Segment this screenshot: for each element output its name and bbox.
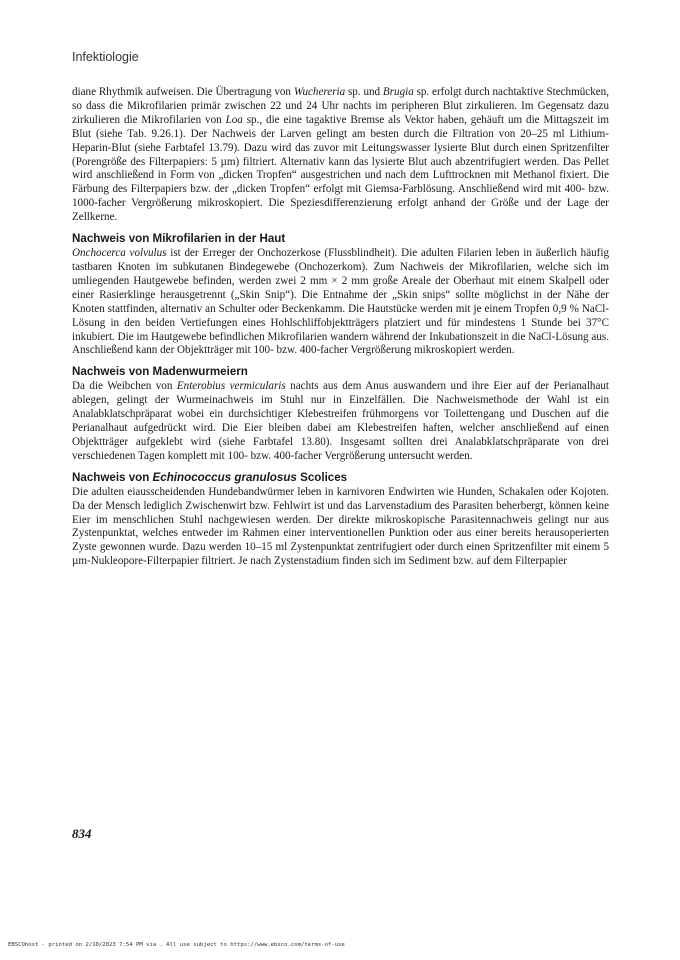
paragraph-cyst-puncture xyxy=(72,486,609,569)
italic-term: Echinococcus granulosus xyxy=(152,470,297,484)
italic-term: Wuchereria xyxy=(293,86,346,98)
italic-term: Enterobius vermicularis xyxy=(176,380,286,393)
italic-term: Onchocerca volvulus xyxy=(72,247,167,260)
body-text xyxy=(72,86,609,569)
text-run: sp. erfolgt durch nachtaktive Stechmücken, so dass die Mikrofilarien primär zwischen 22 und 24 Uhr nachts im peripheren Blut zirkulieren. Im Gegensatz dazu zirkulieren die Mikrofilarien von xyxy=(72,86,609,126)
text-run: sp. und xyxy=(345,86,383,98)
italic-term: Loa xyxy=(225,113,243,126)
page-number: 834 xyxy=(72,826,92,841)
text-run: Nachweis von Madenwurmeiern xyxy=(72,365,248,379)
footer-print-note: EBSCOhost - printed on 2/10/2023 7:54 PM via . All use subject to https://www.ebsco.com/terms-of-use xyxy=(8,942,345,948)
heading-echinococcus xyxy=(72,470,609,485)
paragraph-skin-snip xyxy=(72,247,609,358)
text-run: Nachweis von Mikrofilarien in der Haut xyxy=(72,232,286,246)
text-run: ist der Erreger der Onchozerkose (Flussblindheit). Die adulten Filarien leben in äußerlich häufig tastbaren Knoten im subkutanen Bindegewebe (Onchozerkom). Zum Nachweis der Mikrofilarien, welche sich im umliegenden Hautgewebe befinden, werden zwei 2 mm × 2 mm große Areale der Oberhaut mit einem Skalpell oder einer Rasierklinge herausgetrennt („Skin Snip“). Die Entnahme der „Skin snips“ sollte möglichst in der Nähe der Knoten stattfinden, alternativ an Schulter oder Beckenkamm. Die Hautstücke werden mit je einem Tropfen 0,9 % NaCl-Lösung in den beiden Vertiefungen eines Hohlschliffobjektträgers platziert und für mindestens 1 Stunde bei 37°C inkubiert. Die im Hautgewebe befindlichen Mikrofilarien wandern während der Inkubationszeit in die NaCl-Lösung aus. Anschließend kann der Objektträger mit 100- bzw. 400-facher Vergrößerung mikroskopiert werden. xyxy=(72,247,610,357)
text-run: sp., die eine tagaktive Bremse als Vektor haben, gehäuft um die Mittagszeit im Blut (siehe Tab. 9.26.1). Der Nachweis der Larven gelingt am besten durch die Filtration von 20–25 ml Lithium-Heparin-Blut (siehe Farbtafel 13.79). Dazu wird das zuvor mit Leitungswasser lysierte Blut durch einen Spritzenfilter (Porengröße des Filterpapiers: 5 µm) filtriert. Alternativ kann das lysierte Blut auch abzentrifugiert werden. Das Pellet wird anschließend in Form von „dicken Tropfen“ ausgestrichen und nach dem Lufttrocknen mit Methanol fixiert. Die Färbung des Filterpapiers bzw. der „dicken Tropfen“ erfolgt mit Giemsa-Farblösung. Anschließend wird mit 400- bzw. 1000-facher Vergrößerung mikroskopiert. Die Speziesdifferenzierung erfolgt anhand der Größe und der Lage der Zellkerne. xyxy=(72,113,609,224)
text-run: Scolices xyxy=(296,470,348,484)
text-run: Nachweis von xyxy=(72,470,153,484)
heading-pinworm-eggs xyxy=(72,364,609,379)
paragraph-tape-test xyxy=(72,380,609,463)
italic-term: Brugia xyxy=(382,86,414,98)
paragraph-blood-filtration xyxy=(72,86,609,225)
text-run: Da die Weibchen von xyxy=(72,380,177,393)
text-run: diane Rhythmik aufweisen. Die Übertragung von xyxy=(72,86,294,98)
running-head: Infektiologie xyxy=(72,50,139,64)
text-run: Die adulten eiausscheidenden Hundebandwürmer leben in karnivoren Endwirten wie Hunden, Schakalen oder Kojoten. Da der Mensch lediglich Zwischenwirt bzw. Fehlwirt ist und das Larvenstadium des Parasiten beherbergt, können keine Eier im menschlichen Stuhl nachgewiesen werden. Der direkte mikroskopische Parasitennachweis gelingt nur aus Zystenpunktat, welches entweder im Rahmen einer interventionellen Punktion oder aus einer bereits herausoperierten Zyste gewonnen wurde. Dazu werden 10–15 ml Zystenpunktat zentrifugiert oder durch einen Spritzenfilter mit einem 5 µm-Nukleopore-Filterpapier filtriert. Je nach Zystenstadium finden sich im Sediment bzw. auf dem Filterpapier xyxy=(72,485,609,568)
heading-skin-microfilariae xyxy=(72,231,609,246)
text-run: nachts aus dem Anus auswandern und ihre Eier auf der Perianalhaut ablegen, gelingt der Wurmeinachweis im Stuhl nur in Einzelfällen. Die Nachweismethode der Wahl ist ein Analabklatschpräparat wobei ein durchsichtiger Klebestreifen frühmorgens vor Toilettengang und Duschen auf die Perianalhaut aufgedrückt wird. Die Eier bleiben dabei am Klebestreifen haften, welcher anschließend auf einen Objektträger aufgeklebt wird (siehe Farbtafel 13.80). Insgesamt sollten drei Analabklatschpräparate von drei verschiedenen Tagen komplett mit 100- bzw. 400-facher Vergrößerung untersucht werden. xyxy=(72,380,610,462)
